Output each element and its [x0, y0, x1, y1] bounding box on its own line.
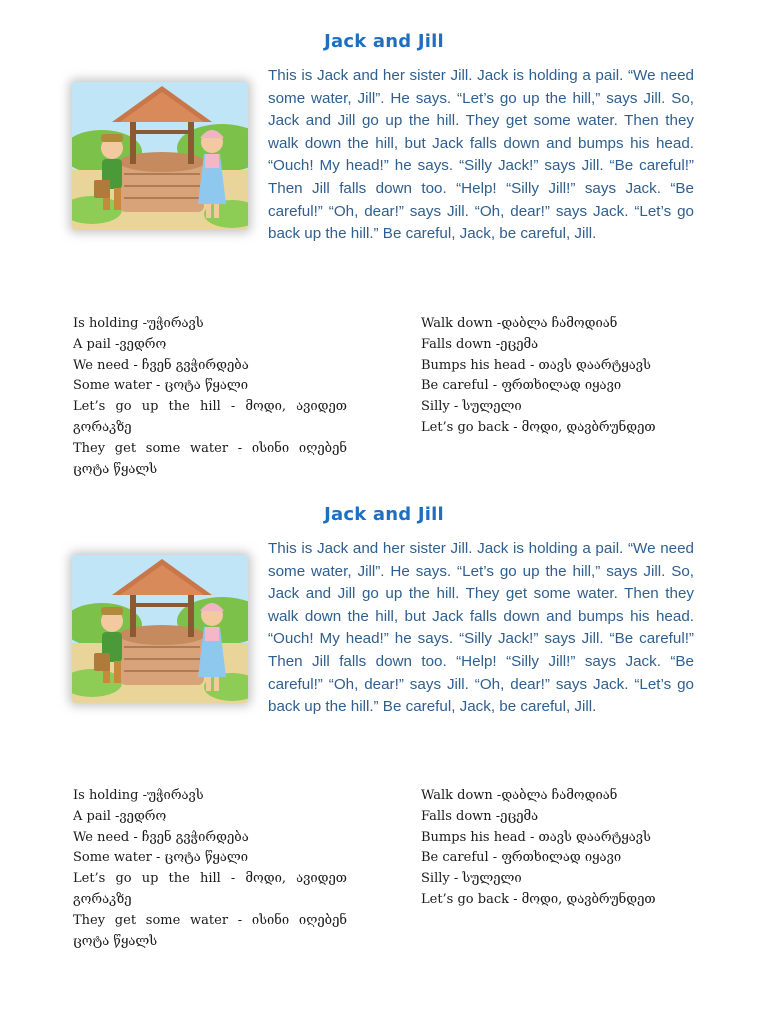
vocab-item: Be careful - ფრთხილად იყავი: [421, 378, 622, 394]
vocab-item: Let’s go up the hill - მოდი, ავიდეთ გორაკზე: [73, 399, 347, 435]
section-title: Jack and Jill: [324, 504, 444, 525]
vocab-item: Walk down -დაბლა ჩამოდიან: [421, 788, 618, 803]
story-paragraph: This is Jack and her sister Jill. Jack is holding a pail. “We need some water, Jill”. He says. “Let’s go up the hill,” says Jill. So, Jack and Jill go up the hill. They get some water. Then they walk down the hill, but Jack falls down and bumps his head. “Ouch! My head!” he says. “Silly Jack!” says Jill. “Be careful!” Then Jill falls down too. “Help! “Silly Jill!” says Jack. “Be careful!” “Oh, dear!” says Jill. “Oh, dear!” says Jack. “Let’s go back up the hill.” Be careful, Jack, be careful, Jill.: [268, 540, 694, 716]
vocab-item: Bumps his head - თავს დაარტყავს: [421, 829, 651, 845]
vocab-item: Some water - ცოტა წყალი: [73, 850, 249, 866]
vocab-item: Falls down -ეცემა: [421, 808, 539, 824]
vocab-item: They get some water - ისინი იღებენ ცოტა წყალს: [73, 440, 347, 477]
section-title: Jack and Jill: [324, 31, 444, 52]
vocab-item: We need - ჩვენ გვჭირდება: [73, 829, 249, 845]
vocab-item: Walk down -დაბლა ჩამოდიან: [421, 316, 618, 331]
vocab-item: Let’s go back - მოდი, დავბრუნდეთ: [421, 891, 656, 907]
vocab-item: Silly - სულელი: [421, 871, 522, 887]
vocab-item: Silly - სულელი: [421, 399, 522, 415]
vocab-item: We need - ჩვენ გვჭირდება: [73, 357, 249, 373]
vocabulary-list-right: [421, 786, 711, 911]
vocab-item: Falls down -ეცემა: [421, 336, 539, 352]
vocab-item: Be careful - ფრთხილად იყავი: [421, 850, 622, 866]
vocab-item: Some water - ცოტა წყალი: [73, 378, 249, 394]
vocabulary-list-left: [73, 786, 347, 952]
vocab-item: Is holding -უჭირავს: [73, 788, 204, 803]
vocab-item: They get some water - ისინი იღებენ ცოტა წყალს: [73, 912, 347, 949]
vocab-item: A pail -ვედრო: [73, 336, 167, 352]
vocab-item: Is holding -უჭირავს: [73, 316, 204, 331]
story-paragraph: This is Jack and her sister Jill. Jack is holding a pail. “We need some water, Jill”. He says. “Let’s go up the hill,” says Jill. So, Jack and Jill go up the hill. They get some water. Then they walk down the hill, but Jack falls down and bumps his head. “Ouch! My head!” he says. “Silly Jack!” says Jill. “Be careful!” Then Jill falls down too. “Help! “Silly Jill!” says Jack. “Be careful!” “Oh, dear!” says Jill. “Oh, dear!” says Jack. “Let’s go back up the hill.” Be careful, Jack, be careful, Jill.: [268, 67, 694, 243]
vocabulary-list-right: [421, 314, 711, 439]
vocab-item: Bumps his head - თავს დაარტყავს: [421, 357, 651, 373]
vocab-item: Let’s go back - მოდი, დავბრუნდეთ: [421, 419, 656, 435]
vocab-item: Let’s go up the hill - მოდი, ავიდეთ გორაკზე: [73, 871, 347, 907]
vocab-item: A pail -ვედრო: [73, 808, 167, 824]
vocabulary-list-left: [73, 314, 347, 480]
